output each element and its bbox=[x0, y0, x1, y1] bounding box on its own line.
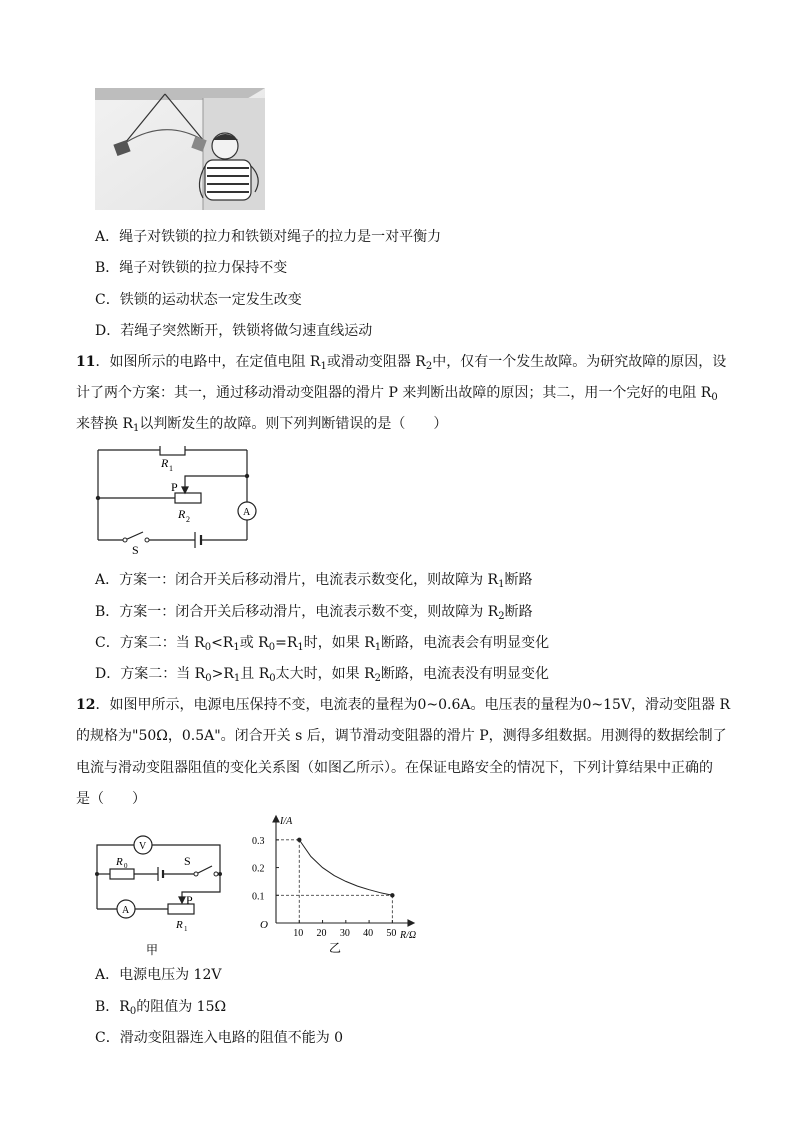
q11-sub4: 1 bbox=[133, 423, 140, 434]
q12-stem-line1 bbox=[76, 695, 730, 715]
q11-option-c bbox=[95, 633, 549, 658]
q11-d-t4: 太大时，如果 R bbox=[275, 666, 375, 682]
chart-series-line bbox=[299, 840, 392, 895]
q12-r0-label: R bbox=[116, 856, 123, 868]
q12-b-text2: 的阻值为 15Ω bbox=[136, 999, 227, 1015]
q11-d-t2: >R bbox=[211, 666, 234, 682]
q11-d-s4: 2 bbox=[374, 673, 381, 684]
q11-c-t2: <R bbox=[211, 635, 234, 651]
q11-stem-line2 bbox=[76, 383, 718, 408]
q11-r2-sub: 2 bbox=[186, 515, 190, 524]
q11-c-s3: 0 bbox=[268, 642, 276, 653]
q12-voltmeter-label: V bbox=[139, 841, 147, 852]
q11-d-s2: 1 bbox=[233, 673, 241, 684]
q11-d-t1: D．方案二：当 R bbox=[95, 666, 206, 682]
q11-stem-text3b: 以判断发生的故障。则下列判断错误的是（ ） bbox=[139, 416, 448, 432]
q11-a-sub: 1 bbox=[498, 579, 505, 590]
x-tick-label: 10 bbox=[293, 928, 304, 939]
y-axis-label: I/A bbox=[280, 816, 293, 827]
q11-c-s5: 1 bbox=[374, 642, 382, 653]
q12-r1-sub: 1 bbox=[184, 925, 188, 933]
q12-stem-line2: 的规格为"50Ω，0.5A"。闭合开关 s 后，调节滑动变阻器的滑片 P，测得多组数据。用测得的数据绘制了 bbox=[76, 728, 727, 744]
q11-r1-label: R bbox=[161, 456, 169, 470]
q12-stem-line4: 是（ ） bbox=[76, 791, 146, 807]
q12-ammeter-label: A bbox=[122, 905, 130, 916]
q11-r2-label: R bbox=[178, 507, 186, 521]
pendulum-figure bbox=[95, 88, 265, 210]
data-point bbox=[297, 838, 301, 842]
q11-sub1: 1 bbox=[320, 361, 327, 372]
q11-stem-text1: ．如图所示的电路中，在定值电阻 R bbox=[95, 354, 321, 370]
q11-d-s3: 0 bbox=[269, 673, 276, 684]
current-resistance-chart bbox=[246, 812, 426, 958]
x-axis-label: R/Ω bbox=[400, 930, 417, 941]
q11-b-sub: 2 bbox=[498, 611, 505, 622]
q11-stem-text2: 计了两个方案：其一，通过移动滑动变阻器的滑片 P 来判断出故障的原因；其二，用一个完好的电阻 R bbox=[76, 385, 712, 401]
x-axis-arrow bbox=[408, 920, 414, 926]
q11-stem-text1c: 中，仅有一个发生故障。为研究故障的原因，设 bbox=[432, 354, 727, 370]
q12-r1-label: R bbox=[176, 919, 183, 931]
pendulum-illustration bbox=[95, 88, 265, 210]
q11-c-s1: 0 bbox=[204, 642, 212, 653]
y-tick-label: 0.3 bbox=[252, 835, 265, 847]
q12-circuit-jia bbox=[92, 828, 237, 958]
x-tick-label: 40 bbox=[363, 928, 374, 939]
y-axis-arrow bbox=[273, 816, 279, 822]
q11-stem-line1 bbox=[76, 352, 726, 377]
q12-stem-line3: 电流与滑动变阻器阻值的变化关系图（如图乙所示）。在保证电路安全的情况下，下列计算结果中正确的 bbox=[76, 760, 713, 776]
q12-yi-caption: 乙 bbox=[329, 941, 342, 955]
q11-ammeter-label: A bbox=[243, 507, 251, 518]
q10-option-a: A．绳子对铁锁的拉力和铁锁对绳子的拉力是一对平衡力 bbox=[95, 229, 442, 245]
q11-sub2: 2 bbox=[425, 361, 433, 372]
x-tick-label: 50 bbox=[386, 928, 397, 939]
y-tick-label: 0.1 bbox=[252, 891, 265, 903]
q11-stem-line3 bbox=[76, 414, 447, 439]
q11-stem-text3a: 来替换 R bbox=[76, 416, 133, 432]
q11-c-t4: =R bbox=[275, 635, 298, 651]
y-tick-label: 0.2 bbox=[252, 863, 265, 875]
q11-a-text: A．方案一：闭合开关后移动滑片，电流表示数变化，则故障为 R bbox=[95, 572, 499, 588]
q11-a-text2: 断路 bbox=[504, 572, 533, 588]
q11-r1-sub: 1 bbox=[169, 464, 173, 473]
q11-c-t3: 或 R bbox=[239, 635, 269, 651]
q11-option-a bbox=[95, 570, 532, 595]
q12-p-label: P bbox=[186, 893, 193, 907]
q12-jia-caption: 甲 bbox=[146, 943, 159, 957]
q11-d-t5: 断路，电流表没有明显变化 bbox=[381, 666, 549, 682]
q12-option-a: A．电源电压为 12V bbox=[95, 967, 222, 983]
chart-origin-label: O bbox=[260, 919, 268, 931]
q11-stem-text1b: 或滑动变阻器 R bbox=[326, 354, 426, 370]
q12-s-label: S bbox=[184, 854, 191, 868]
q11-option-b bbox=[95, 602, 533, 627]
data-point bbox=[390, 893, 394, 897]
q12-option-b bbox=[95, 997, 226, 1022]
q10-option-c: C．铁锁的运动状态一定发生改变 bbox=[95, 292, 302, 308]
q11-sub3: 0 bbox=[711, 392, 718, 403]
x-tick-label: 20 bbox=[316, 928, 327, 939]
q11-b-text2: 断路 bbox=[504, 604, 533, 620]
q11-c-t6: 断路，电流表会有明显变化 bbox=[381, 635, 550, 651]
q11-circuit-diagram bbox=[95, 446, 265, 556]
q12-chart-yi bbox=[246, 812, 426, 958]
q11-s-label: S bbox=[132, 543, 139, 556]
q12-b-sub: 0 bbox=[129, 1006, 137, 1017]
q11-c-s2: 1 bbox=[233, 642, 240, 653]
q11-b-text: B．方案一：闭合开关后移动滑片，电流表示数不变，则故障为 R bbox=[95, 604, 499, 620]
q11-number: 11 bbox=[76, 354, 96, 370]
q12-stem-text1: ．如图甲所示，电源电压保持不变，电流表的量程为0~0.6A。电压表的量程为0~15V，滑动变阻器 R bbox=[95, 697, 731, 713]
q11-d-s1: 0 bbox=[205, 673, 212, 684]
q12-r0-sub: 0 bbox=[124, 862, 128, 870]
q10-option-d: D．若绳子突然断开，铁锁将做匀速直线运动 bbox=[95, 323, 373, 339]
q10-option-b: B．绳子对铁锁的拉力保持不变 bbox=[95, 260, 288, 276]
q11-c-s4: 1 bbox=[297, 642, 304, 653]
q11-option-d bbox=[95, 664, 549, 689]
q11-c-t5: 时，如果 R bbox=[303, 635, 375, 651]
q11-p-label: P bbox=[171, 480, 178, 494]
q11-c-t1: C．方案二：当 R bbox=[95, 635, 205, 651]
q12-number: 12 bbox=[76, 697, 96, 713]
q12-option-c: C．滑动变阻器连入电路的阻值不能为 0 bbox=[95, 1030, 344, 1046]
x-tick-label: 30 bbox=[339, 928, 350, 939]
q11-d-t3: 且 R bbox=[240, 666, 270, 682]
q12-b-text: B．R bbox=[95, 999, 130, 1015]
